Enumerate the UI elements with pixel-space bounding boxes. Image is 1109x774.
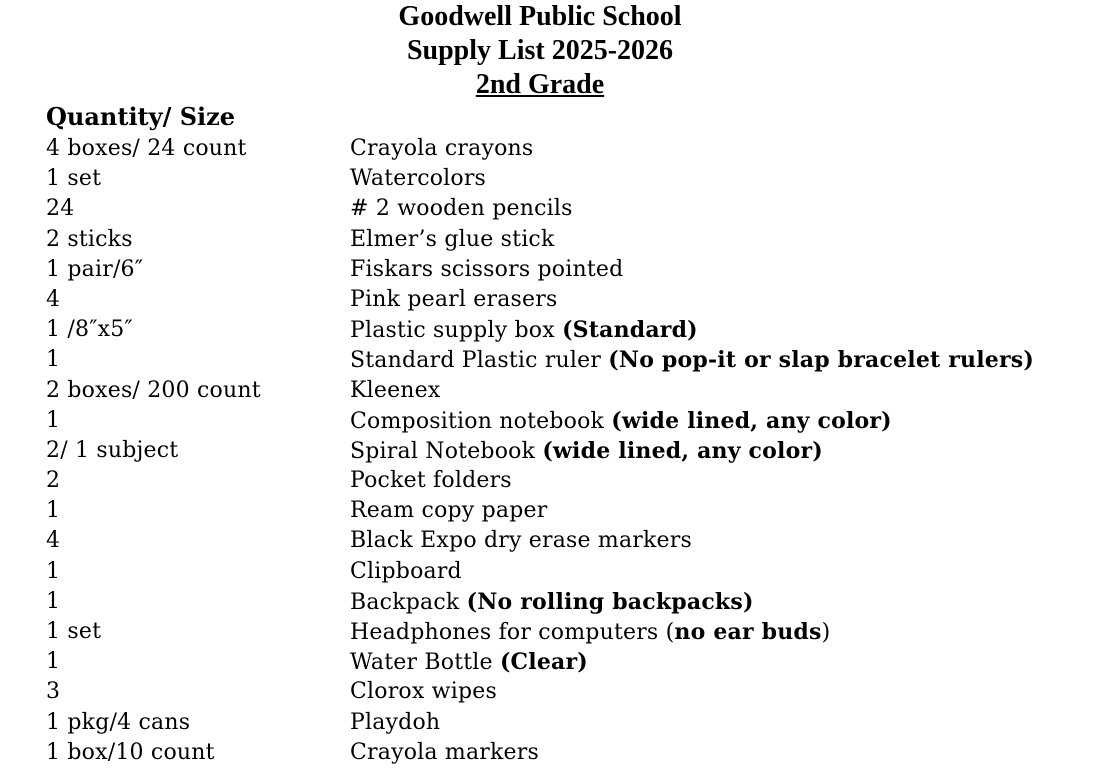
item-description (350, 194, 573, 224)
item-quantity: 1 (46, 558, 61, 584)
item-description (350, 557, 462, 587)
item-description (350, 164, 486, 194)
supply-list (46, 100, 1096, 768)
list-item (46, 587, 1096, 617)
item-name: Standard Plastic ruler (350, 348, 609, 374)
list-item (46, 194, 1096, 224)
item-quantity: 1 (46, 498, 61, 524)
list-title: Supply List 2025-2026 (406, 35, 674, 66)
list-item (46, 164, 1096, 194)
item-quantity: 4 boxes/ 24 count (46, 136, 247, 161)
item-quantity: 4 (46, 528, 61, 554)
item-description (350, 345, 1034, 375)
list-item (46, 436, 1096, 466)
item-name: Composition notebook (350, 408, 612, 434)
item-note: (No pop-it or slap bracelet rulers) (608, 347, 1034, 374)
item-description (350, 647, 588, 677)
list-item (46, 345, 1096, 375)
item-quantity: 1 /8″x5″ (46, 317, 133, 343)
item-name: # 2 wooden pencils (350, 196, 573, 222)
item-quantity: 1 (46, 588, 61, 614)
item-note: (No rolling backpacks) (466, 588, 754, 615)
item-name: Pocket folders (350, 468, 512, 494)
item-description (350, 617, 830, 647)
item-name: Playdoh (350, 709, 441, 735)
list-item (46, 285, 1096, 315)
item-description (350, 708, 440, 738)
item-name: Pink pearl erasers (350, 286, 558, 312)
list-item (46, 466, 1096, 496)
item-description (350, 436, 823, 466)
list-item (46, 134, 1096, 164)
item-quantity: 1 box/10 count (46, 739, 215, 765)
item-description (350, 677, 497, 707)
item-description (350, 255, 623, 285)
document-header (0, 0, 1080, 102)
item-note-close: ) (821, 620, 831, 645)
item-description (350, 225, 555, 255)
item-name: Clorox wipes (350, 679, 497, 705)
list-item (46, 617, 1096, 647)
supply-rows (46, 134, 1096, 768)
grade-title: 2nd Grade (475, 69, 605, 100)
list-item (46, 376, 1096, 406)
item-description (350, 738, 539, 768)
list-item (46, 708, 1096, 738)
item-note: no ear buds (674, 619, 822, 645)
item-quantity: 4 (46, 286, 61, 312)
item-name: Kleenex (350, 377, 441, 403)
item-quantity: 2 boxes/ 200 count (46, 377, 261, 403)
item-note: (wide lined, any color) (542, 437, 823, 464)
item-description (350, 406, 892, 436)
item-quantity: 1 set (46, 619, 102, 644)
item-name: Spiral Notebook (350, 438, 543, 464)
item-name: Black Expo dry erase markers (350, 528, 692, 554)
item-note: (wide lined, any color) (611, 407, 892, 434)
item-name: Elmer’s glue stick (350, 226, 555, 252)
item-description (350, 315, 698, 345)
item-name: Crayola markers (350, 739, 539, 765)
item-quantity: 1 (46, 407, 61, 433)
item-name: Clipboard (350, 558, 462, 584)
item-description (350, 134, 533, 164)
list-item (46, 677, 1096, 707)
list-item (46, 255, 1096, 285)
item-quantity: 2/ 1 subject (46, 437, 179, 463)
item-description (350, 526, 692, 556)
item-quantity: 2 sticks (46, 226, 133, 252)
item-name: Ream copy paper (350, 498, 548, 524)
item-name: Crayola crayons (350, 136, 534, 161)
list-item (46, 647, 1096, 677)
item-quantity: 1 pkg/4 cans (46, 709, 191, 735)
item-name: Plastic supply box (350, 318, 563, 344)
quantity-size-header: Quantity/ Size (46, 102, 236, 131)
item-description (350, 285, 557, 315)
item-note: (Clear) (499, 649, 588, 676)
item-name: Water Bottle (350, 650, 500, 676)
item-quantity: 1 (46, 649, 61, 675)
item-name: Fiskars scissors pointed (350, 256, 624, 282)
list-item (46, 406, 1096, 436)
item-quantity: 24 (46, 196, 75, 222)
item-quantity: 2 (46, 468, 61, 494)
item-quantity: 3 (46, 679, 61, 705)
list-item (46, 225, 1096, 255)
item-description (350, 466, 512, 496)
item-description (350, 376, 441, 406)
list-item (46, 496, 1096, 526)
list-item (46, 557, 1096, 587)
list-item (46, 738, 1096, 768)
item-description (350, 496, 547, 526)
item-description (350, 587, 754, 617)
item-name: Watercolors (350, 166, 487, 192)
list-item (46, 526, 1096, 556)
list-item (46, 315, 1096, 345)
item-name: Headphones for computers ( (350, 620, 675, 645)
item-name: Backpack (350, 589, 467, 615)
item-quantity: 1 set (46, 166, 102, 192)
item-note: (Standard) (562, 317, 698, 344)
item-quantity: 1 pair/6″ (46, 256, 144, 282)
item-quantity: 1 (46, 347, 61, 373)
school-name: Goodwell Public School (398, 1, 682, 32)
